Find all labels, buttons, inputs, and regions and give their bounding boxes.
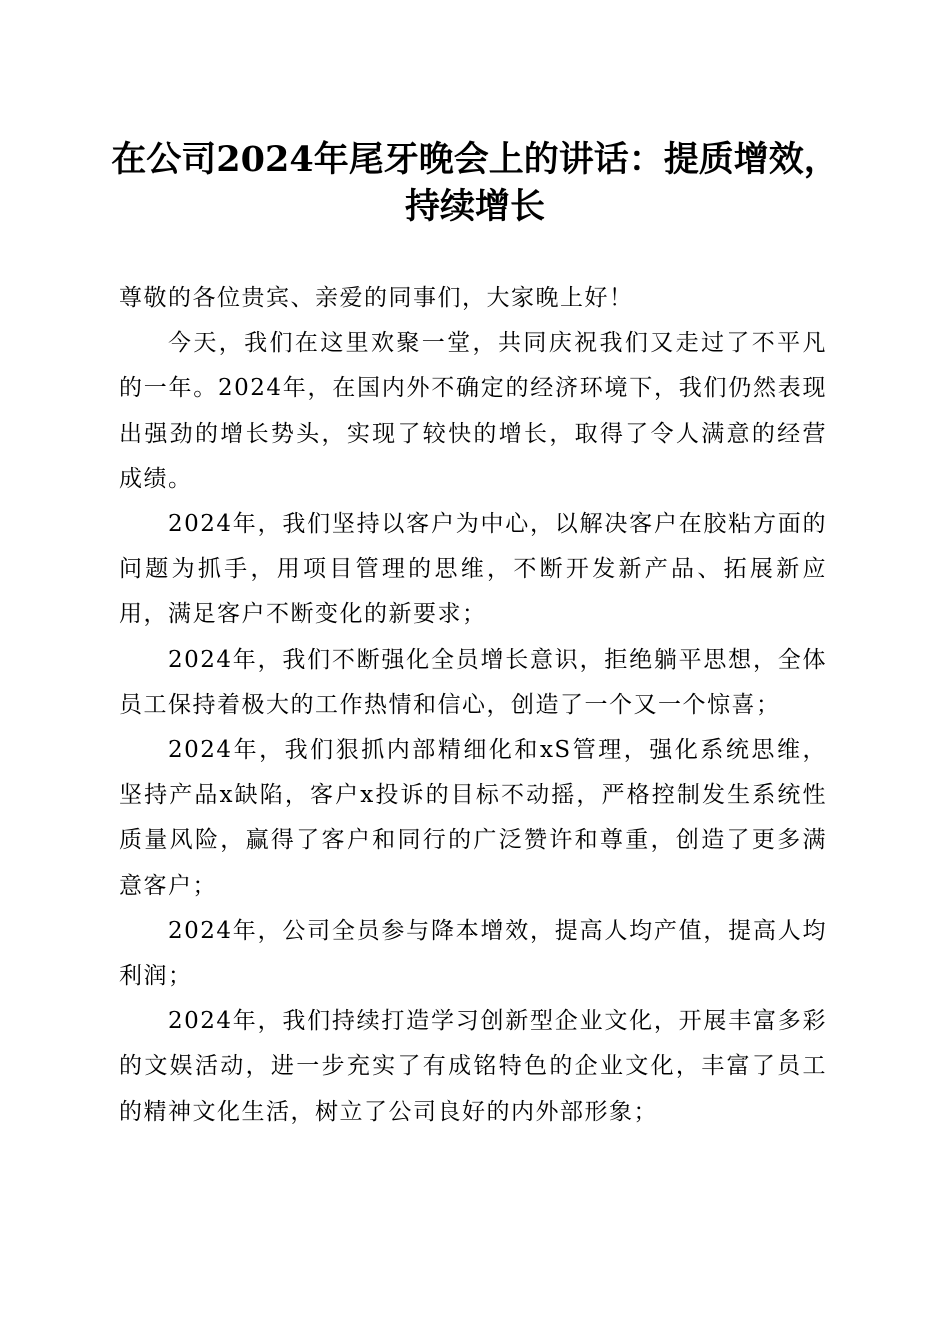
body-paragraph: 2024年，我们持续打造学习创新型企业文化，开展丰富多彩的文娱活动，进一步充实了有成铭特色的企业文化，丰富了员工的精神文化生活，树立了公司良好的内外部形象；: [119, 1008, 827, 1125]
body-paragraph: 2024年，公司全员参与降本增效，提高人均产值，提高人均利润；: [119, 917, 827, 990]
document-body: [119, 276, 827, 1135]
document-title: 在公司2024年尾牙晚会上的讲话：提质增效，持续增长: [111, 139, 839, 227]
body-paragraph: 2024年，我们坚持以客户为中心，以解决客户在胶粘方面的问题为抓手，用项目管理的思维，不断开发新产品、拓展新应用，满足客户不断变化的新要求；: [119, 511, 827, 628]
greeting-paragraph: 尊敬的各位贵宾、亲爱的同事们，大家晚上好！: [119, 285, 634, 311]
body-paragraph: 2024年，我们不断强化全员增长意识，拒绝躺平思想，全体员工保持着极大的工作热情和信心，创造了一个又一个惊喜；: [119, 646, 827, 718]
body-paragraph: 今天，我们在这里欢聚一堂，共同庆祝我们又走过了不平凡的一年。2024年，在国内外不确定的经济环境下，我们仍然表现出强劲的增长势头，实现了较快的增长，取得了令人满意的经营成绩。: [119, 330, 827, 492]
body-paragraph: 2024年，我们狠抓内部精细化和xS管理，强化系统思维，坚持产品x缺陷，客户x投诉的目标不动摇，严格控制发生系统性质量风险，赢得了客户和同行的广泛赞许和尊重，创造了更多满意客户；: [119, 737, 827, 899]
